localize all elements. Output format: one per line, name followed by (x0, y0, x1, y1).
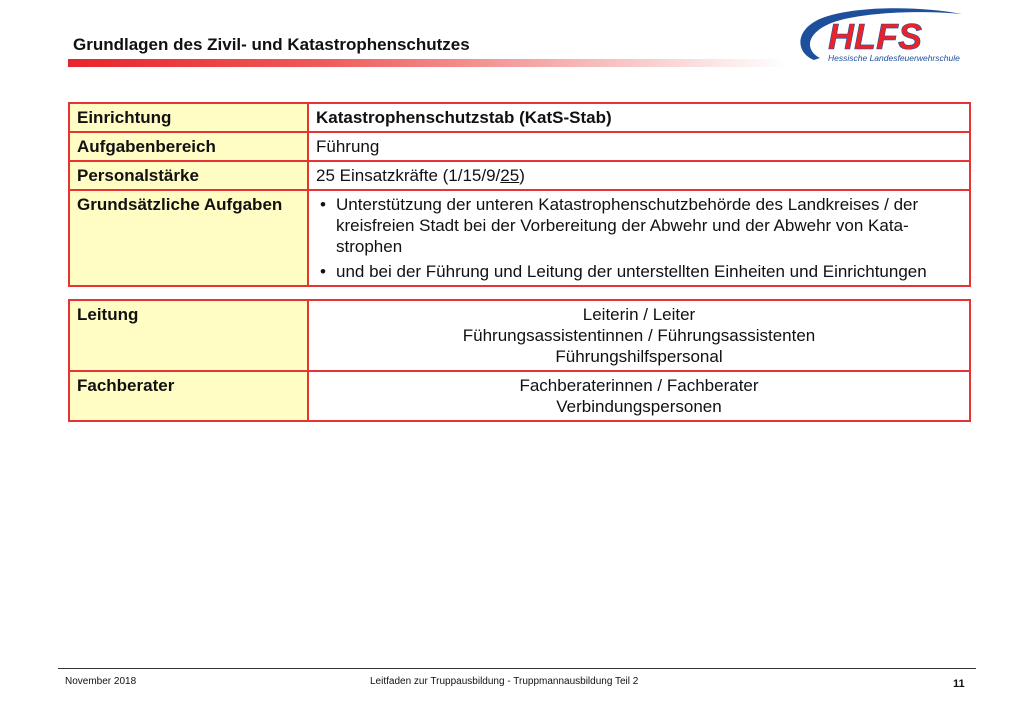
logo-wordmark: HLFS (828, 16, 922, 57)
staff-line: Fachberaterinnen / Fachberater (519, 376, 759, 395)
footer-date: November 2018 (65, 676, 137, 687)
row-value-personalstaerke (308, 161, 970, 190)
row-value-fachberater (308, 371, 970, 421)
staff-line: Leiterin / Leiter (582, 305, 696, 324)
staff-line: Führungshilfspersonal (555, 347, 723, 366)
title-underline-bar (68, 59, 788, 67)
row-value-einrichtung: Katastrophenschutzstab (KatS-Stab) (308, 103, 970, 132)
row-value-aufgaben (308, 190, 970, 286)
row-value-aufgabenbereich: Führung (308, 132, 970, 161)
task-list (316, 194, 962, 282)
footer-document-title: Leitfaden zur Truppausbildung - Truppmannausbildung Teil 2 (370, 676, 639, 687)
staff-line: Führungsassistentinnen / Führungsassistenten (462, 326, 816, 345)
staff-line: Verbindungspersonen (556, 397, 722, 416)
list-item: • Unterstützung der unteren Katastrophenschutzbehörde des Landkreises / der kreisfreien Stadt bei der Vorbereitung der Abwehr und der Abwehr von Kata-strophen (336, 194, 962, 257)
page-title: Grundlagen des Zivil- und Katastrophenschutzes (73, 35, 470, 54)
row-label-aufgabenbereich: Aufgabenbereich (69, 132, 308, 161)
table-row (69, 190, 970, 286)
table-row (69, 103, 970, 132)
personal-count-suffix: ) (519, 166, 525, 185)
logo-subtitle: Hessische Landesfeuerwehrschule (828, 53, 960, 63)
row-label-personalstaerke: Personalstärke (69, 161, 308, 190)
facility-info-table (68, 102, 971, 287)
table-row (69, 161, 970, 190)
table-row (69, 300, 970, 371)
personal-count-prefix: 25 Einsatzkräfte (1/15/9/ (316, 166, 501, 185)
row-label-fachberater: Fachberater (69, 371, 308, 421)
personal-count-total: 25 (500, 166, 520, 185)
list-item: • und bei der Führung und Leitung der unterstellten Einheiten und Einrichtungen (336, 261, 962, 282)
row-label-leitung: Leitung (69, 300, 308, 371)
table-row (69, 132, 970, 161)
hlfs-logo (790, 4, 965, 64)
staff-table (68, 299, 971, 422)
table-row (69, 371, 970, 421)
row-value-leitung (308, 300, 970, 371)
row-label-aufgaben: Grundsätzliche Aufgaben (69, 190, 308, 286)
page-number: 11 (953, 678, 965, 690)
row-label-einrichtung: Einrichtung (69, 103, 308, 132)
footer-divider (58, 668, 976, 669)
